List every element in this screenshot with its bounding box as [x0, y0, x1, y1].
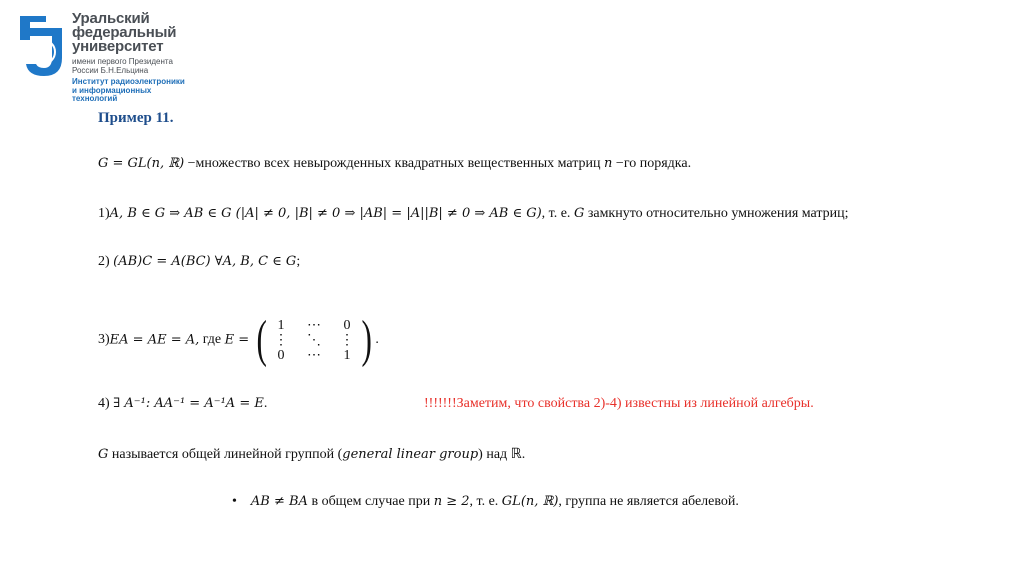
institute-line: и информационных: [72, 85, 152, 95]
matrix-cell: 0: [277, 347, 285, 363]
text: .: [521, 447, 526, 462]
text: называется общей линейной группой (: [108, 447, 343, 462]
text: .: [375, 332, 379, 347]
math-expr: AB ≠ BA: [250, 494, 308, 509]
matrix-cell: ⋯: [307, 347, 321, 363]
math-expr: n ≥ 2: [433, 494, 470, 509]
math-expr: ℝ: [510, 447, 522, 462]
item-number: 2): [98, 254, 114, 269]
university-name-line: Уральский: [72, 10, 150, 27]
slide-title: Пример 11.: [98, 110, 174, 126]
text: в общем случае при: [307, 494, 434, 509]
item-number: 3): [98, 332, 110, 347]
text: , группа не является абелевой.: [558, 494, 739, 509]
university-subtitle-line: имени первого Президента: [72, 57, 173, 66]
left-paren: (: [256, 311, 267, 368]
property-1: [98, 206, 849, 222]
matrix-cell: 0: [343, 317, 351, 333]
math-expr: n: [604, 156, 613, 171]
matrix-cell: ⋯: [307, 317, 321, 333]
university-subtitle-line: России Б.Н.Ельцина: [72, 66, 149, 75]
university-name: [72, 12, 176, 75]
item-number: 4): [98, 396, 114, 411]
matrix-cell: ⋮: [340, 332, 354, 348]
matrix-cell: 1: [343, 347, 351, 363]
text: ) над: [478, 447, 511, 462]
math-expr: G: [573, 206, 585, 221]
institute-line: Институт радиоэлектроники: [72, 77, 185, 86]
math-expr: GL(n, ℝ): [501, 494, 559, 509]
text: −го порядка.: [612, 156, 692, 171]
text: где: [199, 332, 225, 347]
definition-line: [98, 156, 691, 172]
math-expr: ∃ A⁻¹: AA⁻¹ = A⁻¹A = E: [113, 396, 264, 411]
math-expr: (AB)C = A(BC) ∀A, B, C ∈ G: [113, 254, 297, 269]
institute-name: [72, 78, 185, 104]
text: , т. е.: [541, 206, 574, 221]
math-expr: A, B ∈ G ⇒ AB ∈ G (|A| ≠ 0, |B| ≠ 0 ⇒ |AB| = |A||B| ≠ 0 ⇒ AB ∈ G): [109, 206, 542, 221]
note-text: !!!!!!!Заметим, что свойства 2)-4) известны из линейной алгебры.: [424, 396, 814, 411]
matrix-cell: ⋱: [307, 332, 321, 348]
item-number: 1): [98, 206, 110, 221]
bullet-item: [232, 494, 739, 510]
math-expr: G: [98, 447, 109, 462]
text: , т. е.: [469, 494, 502, 509]
property-3: [98, 311, 379, 368]
matrix-grid: [270, 318, 358, 363]
university-subtitle: [72, 57, 176, 75]
text: .: [263, 396, 268, 411]
text: замкнуто относительно умножения матриц;: [584, 206, 849, 221]
property-4: [98, 396, 267, 412]
bullet-icon: •: [232, 494, 237, 509]
property-2: [98, 254, 300, 270]
matrix-cell: 1: [277, 317, 285, 333]
math-expr: EA = AE = A,: [109, 332, 200, 348]
university-name-line: федеральный: [72, 24, 177, 41]
matrix-cell: ⋮: [274, 332, 288, 348]
english-term: general linear group: [342, 447, 479, 462]
math-expr: E =: [224, 332, 250, 348]
university-name-line: университет: [72, 38, 164, 55]
group-definition: [98, 446, 525, 463]
identity-matrix: [253, 311, 376, 368]
math-expr: G = GL(n, ℝ): [98, 156, 185, 171]
university-logo-icon: [16, 14, 68, 78]
text: −множество всех невырожденных квадратных вещественных матриц: [184, 156, 605, 171]
text: ;: [296, 254, 301, 269]
institute-line: технологий: [72, 94, 118, 103]
right-paren: ): [361, 311, 372, 368]
